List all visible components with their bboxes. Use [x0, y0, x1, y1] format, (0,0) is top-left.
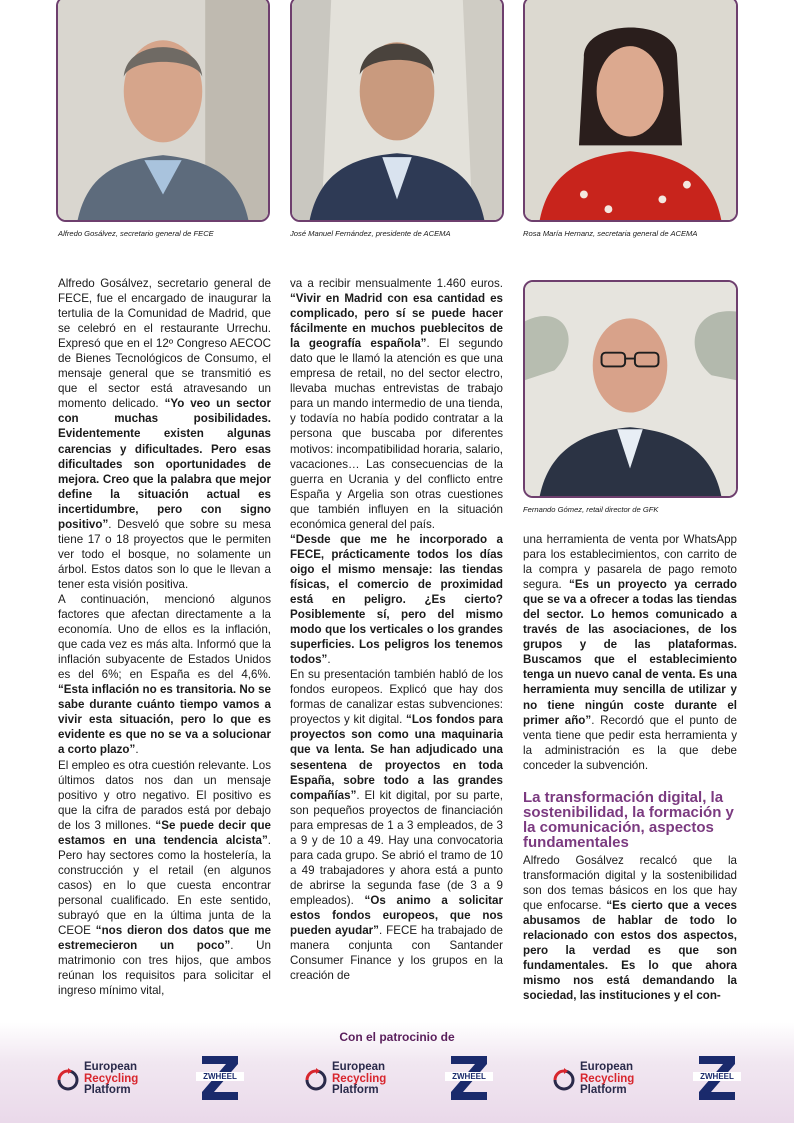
erp-wordmark	[332, 1062, 386, 1097]
photo-jose-manuel-fernandez	[290, 0, 504, 222]
body-text: va a recibir mensualmente 1.460 euros.	[290, 277, 503, 290]
body-text: .	[327, 653, 331, 667]
erp-line-3: Platform	[84, 1084, 131, 1096]
portrait-image	[525, 0, 736, 220]
portrait-image	[292, 0, 502, 220]
body-text: . Pero hay sectores como la hostelería, la construcción y el retail (en algunos casos) en lo que cuesta encontrar personal cualificado. En este sentido, subrayó que en la última junta de la CEOE	[58, 833, 271, 938]
recycle-icon	[56, 1068, 80, 1092]
article-paragraph	[523, 532, 737, 773]
recycle-icon	[552, 1068, 576, 1092]
quote-text: “Desde que me he incorporado a FECE, prácticamente todos los días oigo el mismo mensaje: las tiendas físicas, el comercio de proximidad está en peligro. ¿Es cierto? Posiblemente sí, pero del mismo modo que los verticales o los grandes superficies. Los peligros los tenemos todos”	[290, 532, 503, 667]
body-text: . El kit digital, por su parte, son pequeños proyectos de financiación para empresas de 1 a 3 empleados, de 3 a 9 y de 10 a 49. Hay una convocatoria para cada grupo. Se abrió el tramo de 10 a 49 trabajadores y ahora está a punto de abrirse la segunda fase (de 3 a 9 empleados).	[290, 788, 503, 907]
body-text: . El segundo dato que le llamó la atención es que una empresa de retail, no del sector electro, llevaba muchas entrevistas de trabajo para un mando intermedio de una tienda, y todavía no había podido contratar a la persona que buscaba por diferentes motivos: incompatibilidad horaria, salario, vacaciones… Las consecuencias de la guerra en Ucrania y del conflicto entre España y Argelia son otras cuestiones que también influyen en la situación económica general del país.	[290, 337, 503, 531]
quote-text: “Yo veo un sector con muchas posibilidades. Evidentemente existen algunas carencias y dificultades. Pero esas dificultades son oportunidades de mejora. Creo que la palabra que mejor define la situación actual es incertidumbre, pero con signo positivo”	[58, 397, 271, 531]
article-paragraph	[58, 592, 271, 758]
erp-line-1: European	[84, 1061, 138, 1073]
quote-text: “Os animo a solicitar estos fondos europeos, que nos pueden ayudar”	[290, 893, 503, 938]
body-text: una herramienta de venta por WhatsApp para los establecimientos, con carrito de la compra y pasarela de pago remoto segura.	[523, 533, 737, 592]
quote-text: “Se puede decir que estamos en una tendencia alcista”	[58, 818, 271, 847]
body-text: . Recordó que el punto de venta tiene que pedir esta herramienta y la administración es la que debe conceder la subvención.	[523, 713, 737, 772]
article-paragraph	[290, 532, 503, 667]
article-paragraph	[290, 667, 503, 983]
body-text: A continuación, mencionó algunos factores que afectan directamente a la economía. Uno de ellos es la inflación, que cada vez es más alta. Informó que la inflación subyacente de Estados Unidos es del 6%; en España es del 4,6%.	[58, 592, 271, 682]
portrait-image	[58, 0, 268, 220]
zwheel-logo	[200, 1054, 240, 1102]
zwheel-label: ZWHEEL	[693, 1072, 741, 1081]
photo-caption: José Manuel Fernández, presidente de ACEMA	[290, 229, 451, 238]
article-paragraph	[58, 758, 271, 999]
erp-line-2: Recycling	[84, 1072, 139, 1085]
article-paragraph	[290, 276, 503, 532]
body-text: . Un matrimonio con tres hijos, que ambos reúnan los requisitos para solicitar el ingreso mínimo vital,	[58, 939, 271, 998]
quote-text: “Es un proyecto ya cerrado que se va a ofrecer a todas las tiendas del sector. Lo hemos comunicado a través de las asociaciones, de los grupos y de las plataformas. Buscamos que el establecimiento tenga un nuevo canal de venta. Es una herramienta muy sencilla de utilizar y no tiene ningún coste durante el primer año”	[523, 578, 737, 727]
quote-text: “nos dieron dos datos que me estremecieron un poco”	[58, 924, 272, 953]
sponsor-footer	[0, 1022, 794, 1123]
article-paragraph	[58, 276, 271, 592]
quote-text: “Los fondos para proyectos son como una maquinaria que va lenta. Se han adjudicado una sesentena de proyectos en toda España, sobre todo a las grandes compañías”	[290, 713, 503, 802]
article-paragraph	[523, 853, 737, 1003]
quote-text: “Esta inflación no es transitoria. No se sabe durante cuánto tiempo vamos a vivir esta situación, pero lo que es evidente es que no se va a solucionar a corto plazo”	[58, 683, 271, 757]
erp-line-2: Recycling	[580, 1072, 635, 1085]
erp-line-1: European	[332, 1061, 386, 1073]
article-column-3-bottom	[523, 853, 737, 1003]
photo-caption: Fernando Gómez, retail director de GFK	[523, 505, 659, 514]
body-text: . Desveló que sobre su mesa tiene 17 o 18 proyectos que le permiten ver todo el bosque, no solamente un árbol. Estos datos son lo que le llevan a tener esta visión positiva.	[58, 517, 271, 591]
photo-caption: Rosa María Hernanz, secretaria general de ACEMA	[523, 229, 698, 238]
section-heading: La transformación digital, la sostenibilidad, la formación y la comunicación, aspectos fundamentales	[523, 789, 734, 851]
erp-wordmark	[84, 1062, 138, 1097]
body-text: En su presentación también habló de los fondos europeos. Explicó que hay dos formas de canalizar estas subvenciones: proyectos y kit digital.	[290, 668, 503, 727]
zwheel-logo	[449, 1054, 489, 1102]
erp-line-1: European	[580, 1061, 634, 1073]
zwheel-label: ZWHEEL	[196, 1072, 244, 1081]
quote-text: “Es cierto que a veces abusamos de hablar de todo lo relacionado con estos dos aspectos, pero la verdad es que son fundamentales. Es lo que ahora mismo nos está demandando la sociedad, las instituciones y el con-	[523, 899, 737, 1003]
erp-wordmark	[580, 1062, 634, 1097]
photo-rosa-maria-hernanz	[523, 0, 738, 222]
recycle-icon	[304, 1068, 328, 1092]
erp-line-2: Recycling	[332, 1072, 387, 1085]
european-recycling-platform-logo	[552, 1060, 662, 1100]
european-recycling-platform-logo	[56, 1060, 166, 1100]
portrait-image	[525, 282, 736, 496]
erp-line-3: Platform	[580, 1084, 627, 1096]
photo-caption: Alfredo Gosálvez, secretario general de FECE	[58, 229, 214, 238]
body-text: Alfredo Gosálvez, secretario general de FECE, fue el encargado de inaugurar la tertulia de la Comunidad de Madrid, que se celebró en el restaurante Urrechu. Expresó que en el 12º Congreso AECOC de Bienes Tecnológicos de Consumo, el mensaje general que se transmitió es que el sector está atravesando un momento delicado.	[58, 277, 271, 411]
quote-text: “Vivir en Madrid con esa cantidad es complicado, pero sí se puede hacer fácilmente en muchos pueblecitos de la geografía española”	[290, 292, 503, 351]
zwheel-label: ZWHEEL	[445, 1072, 493, 1081]
article-column-3-top	[523, 532, 737, 773]
european-recycling-platform-logo	[304, 1060, 414, 1100]
body-text: .	[135, 743, 139, 757]
article-column-1	[58, 276, 271, 998]
erp-line-3: Platform	[332, 1084, 379, 1096]
photo-fernando-gomez	[523, 280, 738, 498]
sponsor-title: Con el patrocinio de	[339, 1030, 455, 1044]
body-text: Alfredo Gosálvez recalcó que la transformación digital y la sostenibilidad son dos temas básicos en los que hay que enfocarse.	[523, 854, 737, 913]
zwheel-logo	[697, 1054, 737, 1102]
body-text: El empleo es otra cuestión relevante. Los últimos datos nos dan un mensaje positivo y otro negativo. El positivo es que la cifra de parados está por debajo de los 3 millones.	[58, 758, 271, 832]
article-column-2	[290, 276, 503, 983]
body-text: . FECE ha trabajado de manera conjunta con Santander Consumer Finance y los grupos en la creación de	[290, 924, 503, 983]
photo-alfredo-gosalvez	[56, 0, 270, 222]
